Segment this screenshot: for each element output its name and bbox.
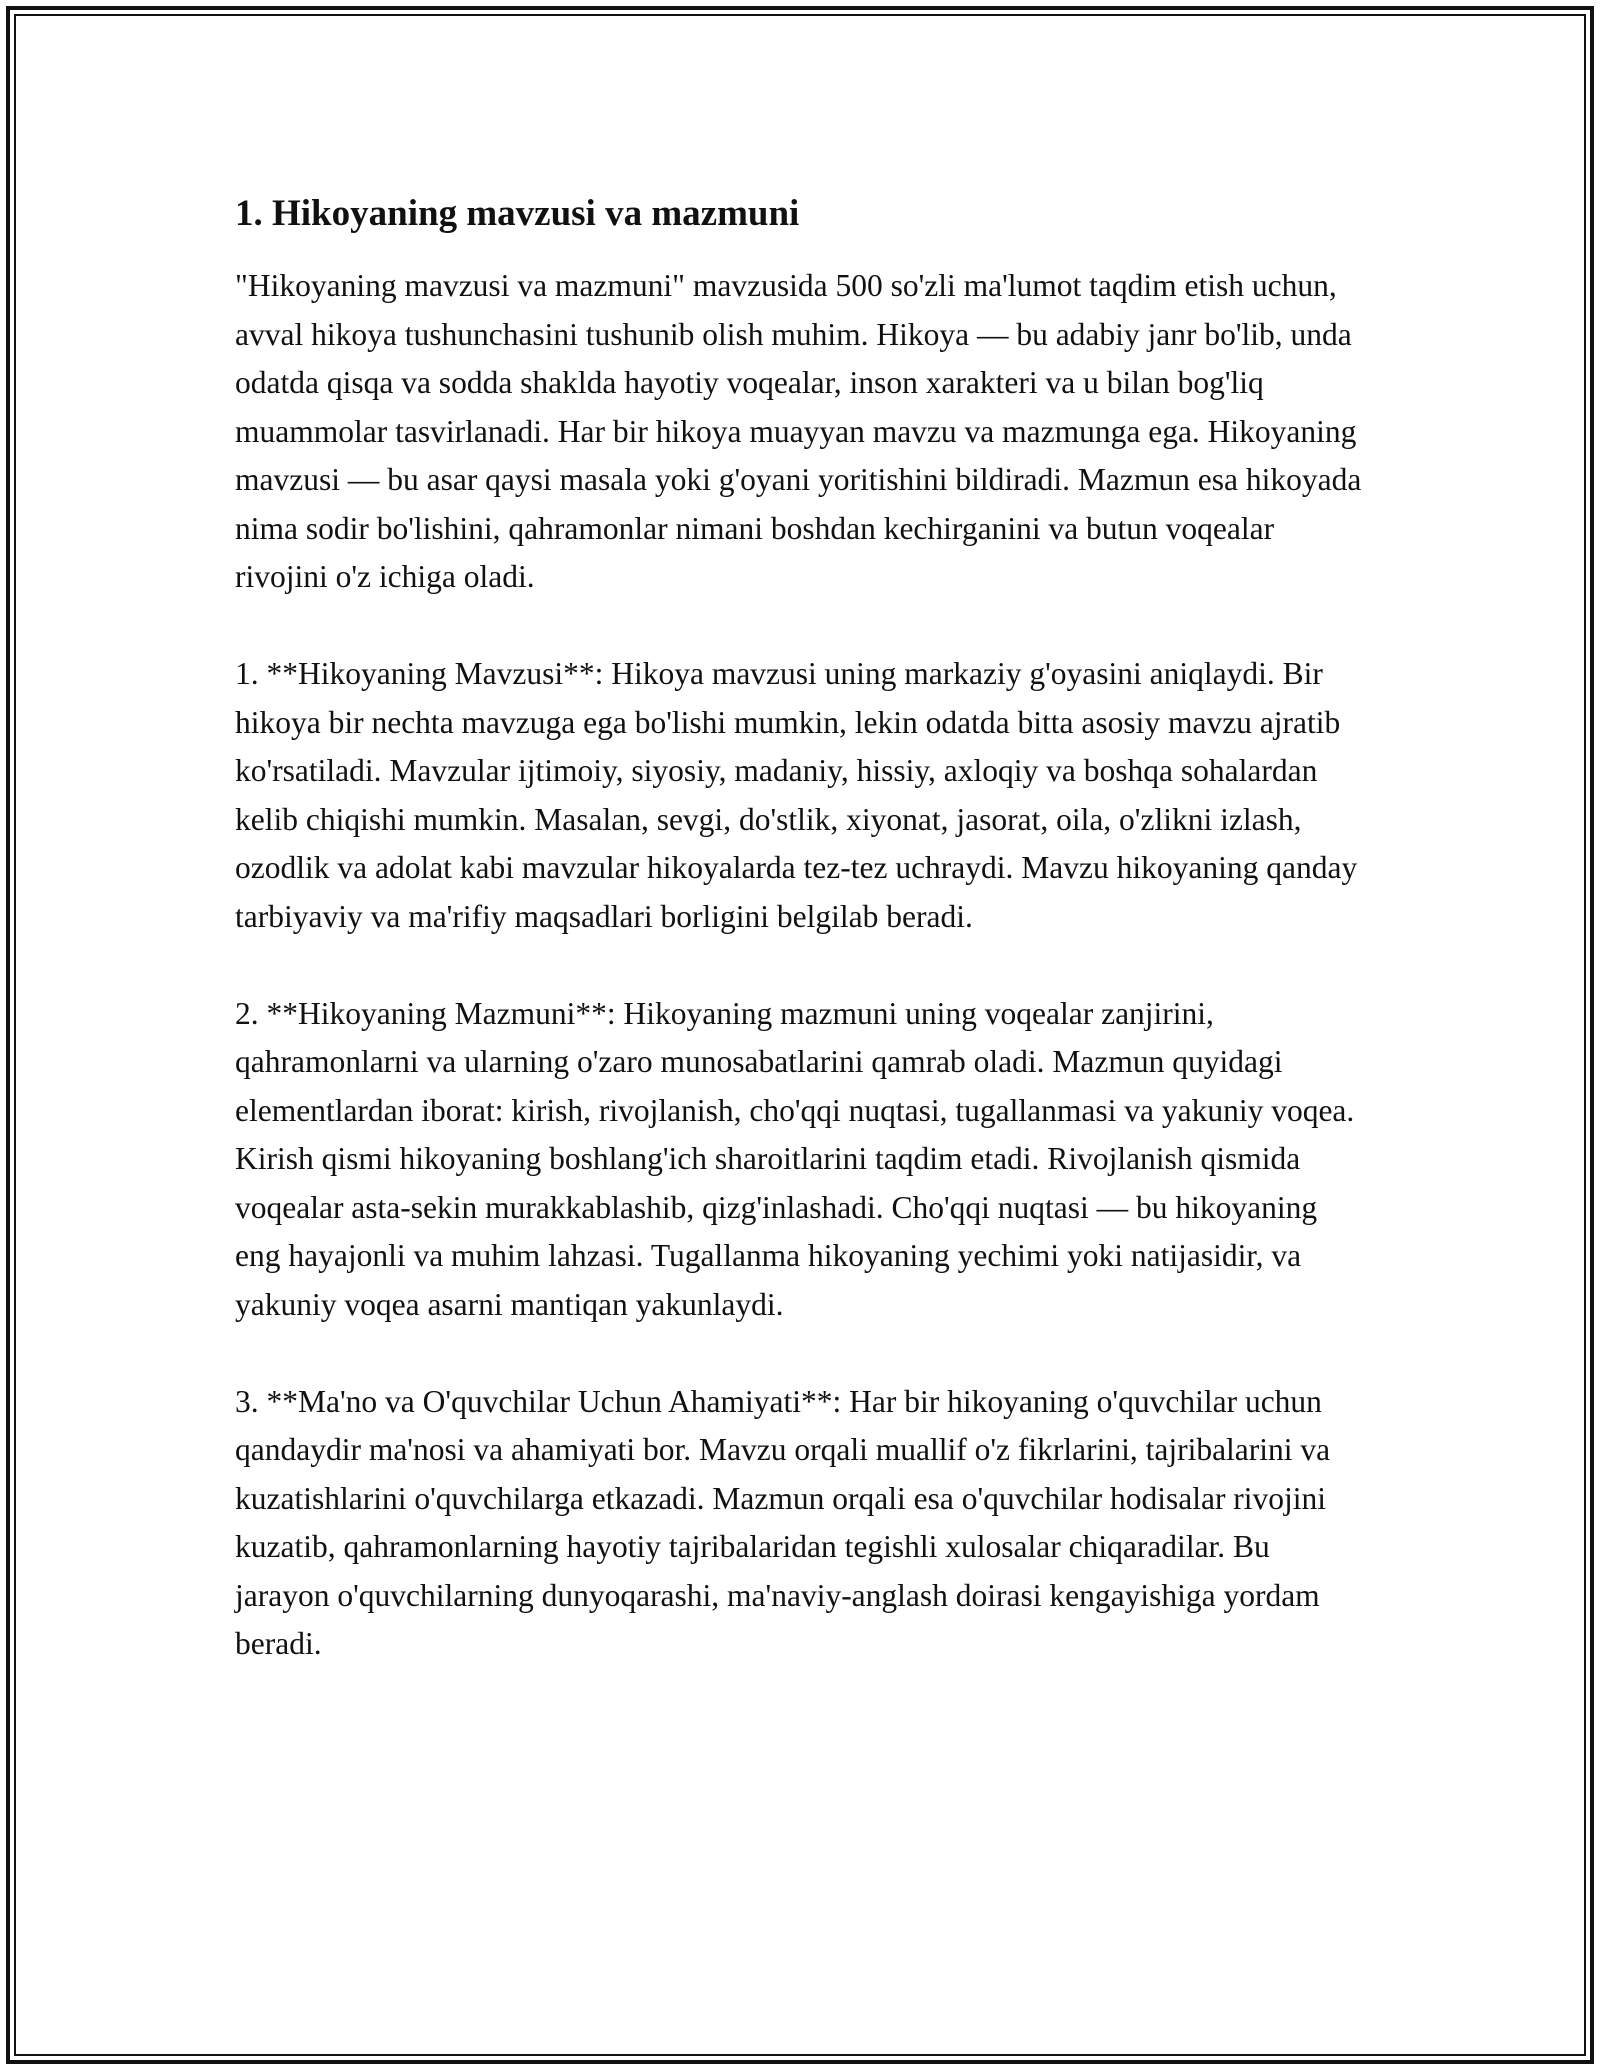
- meaning-paragraph: 3. **Ma'no va O'quvchilar Uchun Ahamiyati**: Har bir hikoyaning o'quvchilar uchun qandaydir ma'nosi va ahamiyati bor. Mavzu orqali muallif o'z fikrlarini, tajribalarini va kuzatishlarini o'quvchilarga etkazadi. Mazmun orqali esa o'quvchilar hodisalar rivojini kuzatib, qahramonlarning hayotiy tajribalaridan tegishli xulosalar chiqaradilar. Bu jarayon o'quvchilarning dunyoqarashi, ma'naviy-anglash doirasi kengayishiga yordam beradi.: [235, 1383, 1331, 1661]
- content-paragraph: 2. **Hikoyaning Mazmuni**: Hikoyaning mazmuni uning voqealar zanjirini, qahramonlarni va ularning o'zaro munosabatlarini qamrab oladi. Mazmun quyidagi elementlardan iborat: kirish, rivojlanish, cho'qqi nuqtasi, tugallanmasi va yakuniy voqea. Kirish qismi hikoyaning boshlang'ich sharoitlarini taqdim etadi. Rivojlanish qismida voqealar asta-sekin murakkablashib, qizg'inlashadi. Cho'qqi nuqtasi — bu hikoyaning eng hayajonli va muhim lahzasi. Tugallanma hikoyaning yechimi yoki natijasidir, va yakuniy voqea asarni mantiqan yakunlaydi.: [235, 995, 1355, 1322]
- document-body: [235, 188, 1370, 1717]
- theme-paragraph: 1. **Hikoyaning Mavzusi**: Hikoya mavzusi uning markaziy g'oyasini aniqlaydi. Bir hikoya bir nechta mavzuga ega bo'lishi mumkin, lekin odatda bitta asosiy mavzu ajratib ko'rsatiladi. Mavzular ijtimoiy, siyosiy, madaniy, hissiy, axloqiy va boshqa sohalardan kelib chiqishi mumkin. Masalan, sevgi, do'stlik, xiyonat, jasorat, oila, o'zlikni izlash, ozodlik va adolat kabi mavzular hikoyalarda tez-tez uchraydi. Mavzu hikoyaning qanday tarbiyaviy va ma'rifiy maqsadlari borligini belgilab beradi.: [235, 656, 1358, 934]
- section-heading: 1. Hikoyaning mavzusi va mazmuni: [235, 193, 800, 234]
- intro-paragraph: "Hikoyaning mavzusi va mazmuni" mavzusida 500 so'zli ma'lumot taqdim etish uchun, avval hikoya tushunchasini tushunib olish muhim. Hikoya — bu adabiy janr bo'lib, unda odatda qisqa va sodda shaklda hayotiy voqealar, inson xarakteri va u bilan bog'liq muammolar tasvirlanadi. Har bir hikoya muayyan mavzu va mazmunga ega. Hikoyaning mavzusi — bu asar qaysi masala yoki g'oyani yoritishini bildiradi. Mazmun esa hikoyada nima sodir bo'lishini, qahramonlar nimani boshdan kechirganini va butun voqealar rivojini o'z ichiga oladi.: [235, 268, 1362, 594]
